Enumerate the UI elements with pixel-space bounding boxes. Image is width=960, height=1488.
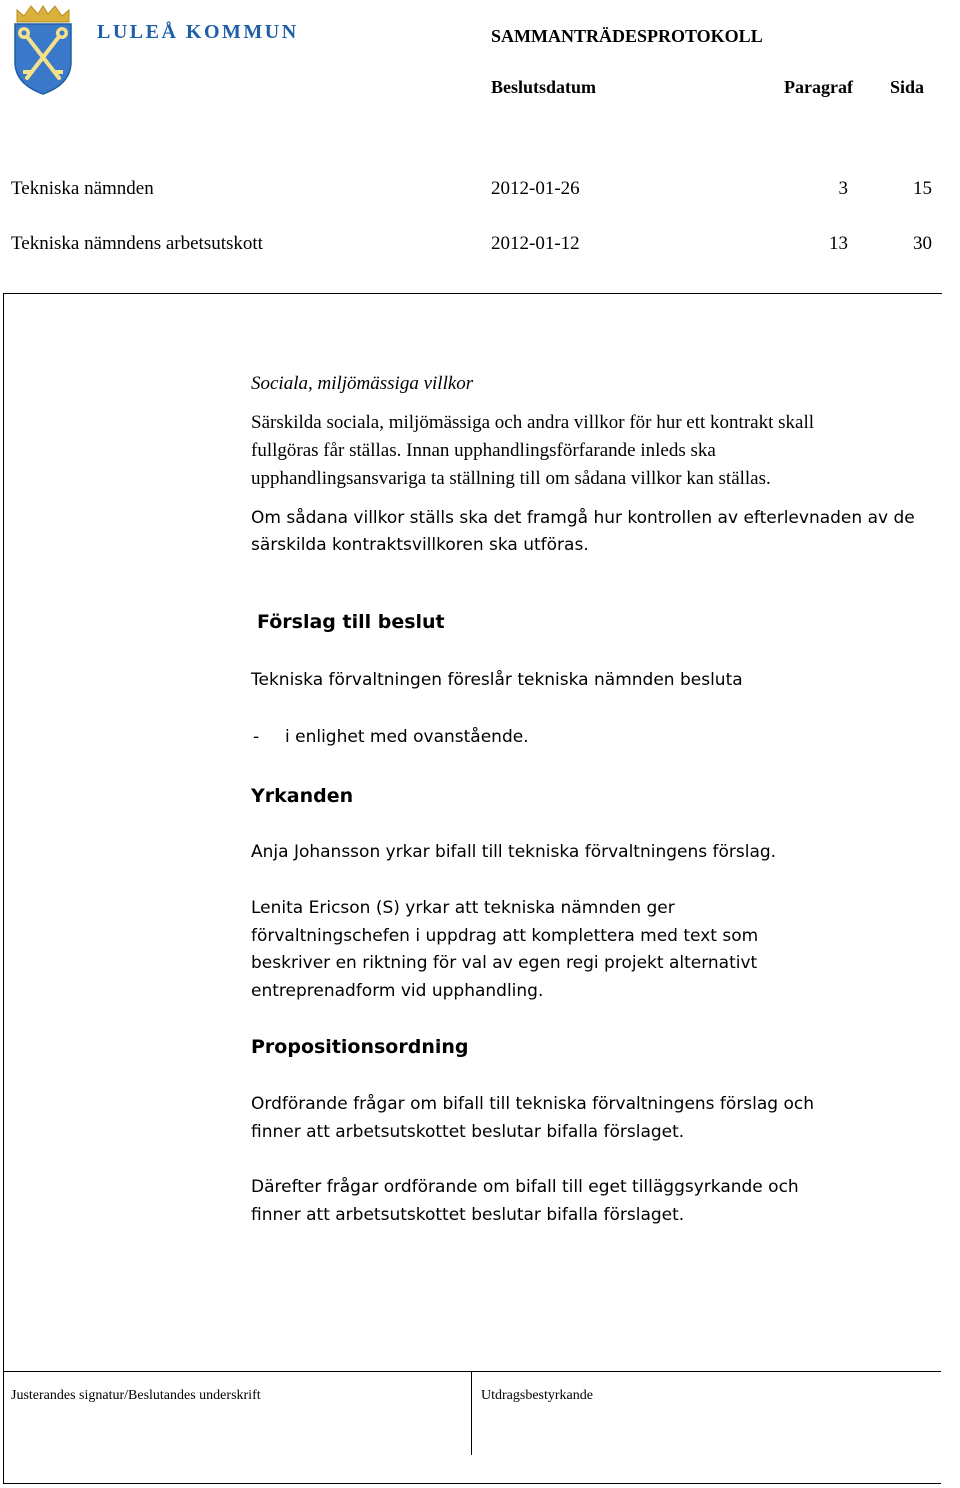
paragraph-line: upphandlingsansvariga ta ställning till om sådana villkor kan ställas. (251, 468, 771, 489)
column-header-paragraph: Paragraf (784, 77, 853, 97)
section-heading-proposal: Förslag till beslut (257, 611, 445, 633)
paragraph-line: Särskilda sociala, miljömässiga och andra villkor för hur ett kontrakt skall (251, 412, 815, 433)
list-dash: - (253, 727, 260, 747)
paragraph-line: fullgöras får ställas. Innan upphandlingsförfarande inleds ska (251, 440, 716, 461)
brand-name: LULEÅ KOMMUN (97, 21, 299, 43)
section-heading-order: Propositionsordning (251, 1036, 469, 1058)
column-header-date: Beslutsdatum (491, 77, 597, 97)
signature-field-label: Justerandes signatur/Beslutandes underskrift (11, 1388, 261, 1403)
footer-bottom-rule (3, 1483, 941, 1484)
list-item: i enlighet med ovanstående. (285, 727, 529, 747)
footer-left-rule (3, 1371, 4, 1483)
paragraph-line: finner att arbetsutskottet beslutar bifalla förslaget. (251, 1205, 685, 1225)
meeting-name: Tekniska nämnden (11, 178, 154, 199)
paragraph-line: Om sådana villkor ställs ska det framgå hur kontrollen av efterlevnaden av de (251, 508, 915, 528)
paragraph-line: särskilda kontraktsvillkoren ska utföras. (251, 535, 589, 555)
paragraph-line: beskriver en riktning för val av egen regi projekt alternativt (251, 953, 758, 973)
meeting-page: 15 (913, 178, 932, 199)
luleå-crest-logo (11, 4, 75, 96)
meeting-date: 2012-01-12 (491, 233, 580, 254)
meeting-paragraph: 3 (838, 178, 848, 199)
column-header-page: Sida (890, 77, 925, 97)
extract-certification-label: Utdragsbestyrkande (481, 1388, 593, 1403)
meeting-paragraph: 13 (829, 233, 848, 254)
footer-divider (471, 1371, 472, 1455)
protocol-title: SAMMANTRÄDESPROTOKOLL (491, 26, 763, 46)
paragraph-line: Därefter frågar ordförande om bifall till eget tilläggsyrkande och (251, 1177, 799, 1197)
paragraph-line: entreprenadform vid upphandling. (251, 981, 544, 1001)
meeting-name: Tekniska nämndens arbetsutskott (11, 233, 263, 254)
paragraph-line: förvaltningschefen i uppdrag att komplettera med text som (251, 926, 759, 946)
section-heading-social-conditions: Sociala, miljömässiga villkor (251, 373, 474, 394)
footer-top-rule (3, 1371, 941, 1372)
paragraph-line: Anja Johansson yrkar bifall till tekniska förvaltningens förslag. (251, 842, 777, 862)
meeting-date: 2012-01-26 (491, 178, 580, 199)
paragraph-line: Lenita Ericson (S) yrkar att tekniska nämnden ger (251, 898, 675, 918)
meeting-page: 30 (913, 233, 932, 254)
paragraph-line: finner att arbetsutskottet beslutar bifalla förslaget. (251, 1122, 685, 1142)
section-heading-claims: Yrkanden (251, 785, 354, 807)
paragraph-line: Ordförande frågar om bifall till tekniska förvaltningens förslag och (251, 1094, 815, 1114)
paragraph-line: Tekniska förvaltningen föreslår tekniska nämnden besluta (251, 670, 743, 690)
